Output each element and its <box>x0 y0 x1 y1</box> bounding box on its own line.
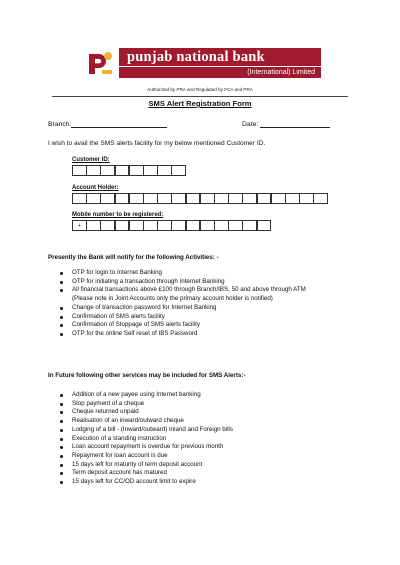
input-box[interactable] <box>228 193 243 204</box>
list-item: OTP for login to Internet Banking <box>54 269 354 278</box>
input-box[interactable] <box>100 165 115 176</box>
list-item: Term deposit account has matured <box>54 469 354 478</box>
input-box[interactable] <box>214 193 229 204</box>
list-item: Realisation of an inward/outward cheque <box>54 417 354 426</box>
branch-blank[interactable] <box>71 120 167 128</box>
current-activities-heading: Presently the Bank will notify for the following Activities: - <box>48 254 219 261</box>
input-box[interactable] <box>271 193 286 204</box>
input-box[interactable] <box>257 193 272 204</box>
input-box[interactable] <box>86 165 101 176</box>
list-item: Loan account repayment is overdue for previous month <box>54 443 354 452</box>
input-box[interactable] <box>72 165 87 176</box>
input-box[interactable] <box>313 193 328 204</box>
branch-field <box>48 120 167 128</box>
input-box[interactable] <box>171 193 186 204</box>
list-item: Repayment for loan account is due <box>54 452 354 461</box>
input-box[interactable] <box>214 220 229 231</box>
pnb-emblem-icon <box>85 48 115 78</box>
mobile-label: Mobile number to be registered: <box>72 212 164 218</box>
input-box[interactable] <box>186 193 201 204</box>
branch-label: Branch: <box>48 121 72 128</box>
list-item: Confirmation of SMS alerts facility <box>54 313 354 322</box>
input-box[interactable] <box>257 220 272 231</box>
date-field <box>242 120 330 128</box>
input-box[interactable] <box>171 220 186 231</box>
mobile-prefix: + <box>72 220 87 231</box>
input-box[interactable] <box>242 193 257 204</box>
account-holder-label: Account Holder: <box>72 185 119 191</box>
list-item: Execution of a standing instruction <box>54 435 354 444</box>
list-item: 15 days left for maturity of term deposit account <box>54 461 354 470</box>
input-box[interactable] <box>72 193 87 204</box>
mobile-boxes[interactable] <box>72 220 271 231</box>
bank-name: punjab national bank <box>119 48 321 66</box>
account-holder-boxes[interactable] <box>72 193 328 204</box>
date-blank[interactable] <box>260 120 330 128</box>
list-item-note: (Please note in Joint Accounts only the primary account holder is notified) <box>72 295 273 303</box>
input-box[interactable] <box>242 220 257 231</box>
input-box[interactable] <box>86 220 101 231</box>
list-item: Cheque returned unpaid <box>54 408 354 417</box>
input-box[interactable] <box>100 193 115 204</box>
list-item: Confirmation of Stoppage of SMS alerts facility <box>54 321 354 330</box>
future-services-list <box>54 391 354 487</box>
input-box[interactable] <box>200 193 215 204</box>
customer-id-label: Customer ID: <box>72 157 110 163</box>
list-item: OTP for the online Self reset of IBS Password <box>54 330 354 339</box>
list-item: Stop payment of a cheque <box>54 400 354 409</box>
list-item: Addition of a new payee using Internet banking <box>54 391 354 400</box>
list-item: Lodging of a bill - (Inward/outward) Inland and Foreign bills <box>54 426 354 435</box>
list-item: OTP for initiating a transaction through Internet Banking <box>54 278 354 287</box>
input-box[interactable] <box>157 220 172 231</box>
input-box[interactable] <box>115 220 130 231</box>
input-box[interactable] <box>228 220 243 231</box>
current-activities-list <box>54 269 354 339</box>
date-label: Date: <box>242 121 259 128</box>
intro-text: I wish to avail the SMS alerts facility for my below mentioned Customer ID. <box>48 140 266 147</box>
input-box[interactable] <box>115 193 130 204</box>
input-box[interactable] <box>157 193 172 204</box>
form-title: SMS Alert Registration Form <box>148 99 252 108</box>
list-item: Change of transaction password for Internet Banking <box>54 304 354 313</box>
future-services-heading: In Future following other services may be included for SMS Alerts:- <box>48 372 246 379</box>
input-box[interactable] <box>100 220 115 231</box>
authorization-note: Authorized by PRA and Regulated by FCA and PRA <box>147 87 253 92</box>
input-box[interactable] <box>129 165 144 176</box>
input-box[interactable] <box>171 165 186 176</box>
input-box[interactable] <box>186 220 201 231</box>
list-item <box>54 286 354 303</box>
list-item-text: All financial transactions above £100 through Branch/IBS, 50 and above through ATM <box>72 286 306 294</box>
input-box[interactable] <box>143 193 158 204</box>
input-box[interactable] <box>157 165 172 176</box>
input-box[interactable] <box>299 193 314 204</box>
input-box[interactable] <box>129 220 144 231</box>
input-box[interactable] <box>115 165 130 176</box>
input-box[interactable] <box>143 165 158 176</box>
input-box[interactable] <box>143 220 158 231</box>
header-divider <box>52 96 348 97</box>
input-box[interactable] <box>86 193 101 204</box>
input-box[interactable] <box>285 193 300 204</box>
input-box[interactable] <box>129 193 144 204</box>
input-box[interactable] <box>200 220 215 231</box>
bank-logo <box>85 48 321 80</box>
bank-subname: (International) Limited <box>119 67 321 78</box>
list-item: 15 days left for CC/OD account limit to expire <box>54 478 354 487</box>
customer-id-boxes[interactable] <box>72 165 186 176</box>
